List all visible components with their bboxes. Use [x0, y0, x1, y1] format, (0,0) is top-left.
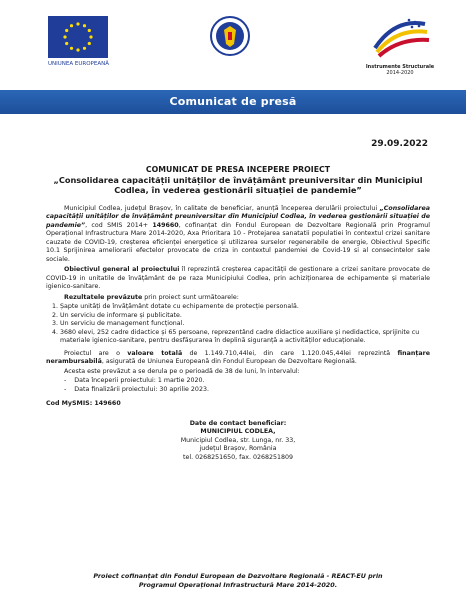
result-item: 1. Șapte unități de învățământ dotate cu echipamente de protecție personală.	[60, 303, 430, 312]
intro-smis-label: , cod SMIS 2014+	[85, 221, 153, 229]
intro-smis-code: 149660	[152, 221, 179, 229]
romanian-government-logo-icon	[209, 14, 251, 60]
duration-paragraph: Acesta este prevăzut a se derula pe o perioadă de 38 de luni, în intervalul:	[64, 367, 300, 375]
project-title: „Consolidarea capacității unităților de învățământ preuniversitar din Municipiul Codlea, în vederea gestionării situației de pandemie”	[53, 174, 423, 195]
result-item: 3. Un serviciu de management funcțional.	[60, 320, 430, 329]
start-date-item: - Data începerii proiectului: 1 martie 2020.	[76, 377, 430, 386]
beneficiary-county: județul Brașov, România	[199, 445, 277, 452]
logo-header	[0, 0, 466, 92]
beneficiary-phones: tel. 0268251650, fax. 0268251809	[182, 453, 294, 461]
value-amounts: de 1.149.710,44lei, din care 1.120.045,44lei reprezintă	[182, 349, 398, 357]
structural-instruments-icon	[365, 14, 435, 58]
value-text-1: Proiectul are o	[64, 349, 128, 357]
beneficiary-name: MUNICIPIUL CODLEA,	[200, 428, 276, 435]
beneficiary-address: Municipiul Codlea, str. Lunga, nr. 33,	[180, 436, 296, 444]
end-date-item: - Data finalizării proiectului: 30 aprilie 2023.	[76, 386, 430, 395]
intro-text: Municipiul Codlea, județul Brașov, în calitate de beneficiar, anunță începerea derulării proiectului	[64, 204, 380, 212]
eu-flag-icon	[48, 16, 108, 58]
results-list	[46, 303, 430, 346]
structural-instruments-logo	[365, 14, 435, 76]
intro-funding-text: , cofinanțat din Fondul European de Dezvoltare Regională prin Programul Operațional Infrastructura Mare 2014-2020, Axa Prioritara 10 - Protejarea sanatatii populatiei în contextul crizei sanitare cauzate de COVID-19, creșterea eficienței energetice și utilizarea surselor regenerabile de energie, Obiectivul Specific 10.1 Sprijinirea ameliorarii efectelor provocate de criza in contextul pandemiei de Covid-19 si al consecintelor sale sociale.	[46, 221, 431, 263]
value-paragraph	[46, 350, 430, 367]
value-text-2: , asigurată de Uniunea Europeană din Fondul European de Dezvoltare Regională.	[101, 358, 357, 365]
is-years: 2014-2020	[386, 70, 414, 76]
eu-caption: UNIUNEA EUROPEANĂ	[48, 61, 109, 67]
footer-line-2: Programul Operațional Infrastructură Mare 2014-2020.	[138, 581, 338, 589]
document-title: COMUNICAT DE PRESA INCEPERE PROIECT	[145, 164, 331, 174]
document-body	[46, 140, 430, 462]
results-heading-label: Rezultatele prevăzute	[64, 293, 143, 301]
objective-text: îl reprezintă creșterea capacității de gestionare a crizei sanitare provocate de COVID-19 in unitatile de învățământ de pe raza Municipiului Codlea, prin achiziționarea de echipamente și materiale igienico-sanitare.	[46, 266, 430, 290]
cod-mysmis: Cod MySMIS: 149660	[46, 400, 121, 407]
banner-title: Comunicat de presă	[169, 95, 297, 108]
is-caption: Instrumente Structurale	[365, 64, 435, 70]
results-intro: prin proiect sunt următoarele:	[142, 293, 239, 301]
objective-label: Obiectivul general al proiectului	[64, 266, 180, 273]
result-item: 4. 3680 elevi, 252 cadre didactice și 65 persoane, reprezentând cadre didactice auxiliare și nedidactice, sprijinite cu materiale igienico-sanitare, pentru desfășurarea în deplină siguranță a activităților educaționale.	[60, 329, 430, 346]
document-date: 29.09.2022	[371, 139, 428, 149]
eu-logo	[48, 16, 128, 67]
results-heading	[46, 294, 430, 303]
contact-block	[46, 420, 430, 463]
footer-note	[46, 572, 430, 590]
intro-project-name: „Consolidarea capacității unităților de învățământ preuniversitar din Municipiul Codlea, în vederea gestionării situației de pandemie”	[46, 204, 430, 229]
intro-paragraph	[46, 205, 430, 265]
contact-heading: Date de contact beneficiar:	[189, 419, 287, 427]
value-label: valoare totală	[127, 349, 183, 357]
footer-line-1: Proiect cofinanțat din Fondul European de Dezvoltare Regională - REACT-EU prin	[93, 572, 383, 580]
dates-list	[46, 377, 430, 394]
objective-paragraph	[46, 266, 430, 292]
result-item: 2. Un serviciu de informare și publicitate.	[60, 312, 430, 321]
press-release-banner	[0, 90, 466, 114]
grant-label: finanțare nerambursabilă	[46, 349, 430, 365]
